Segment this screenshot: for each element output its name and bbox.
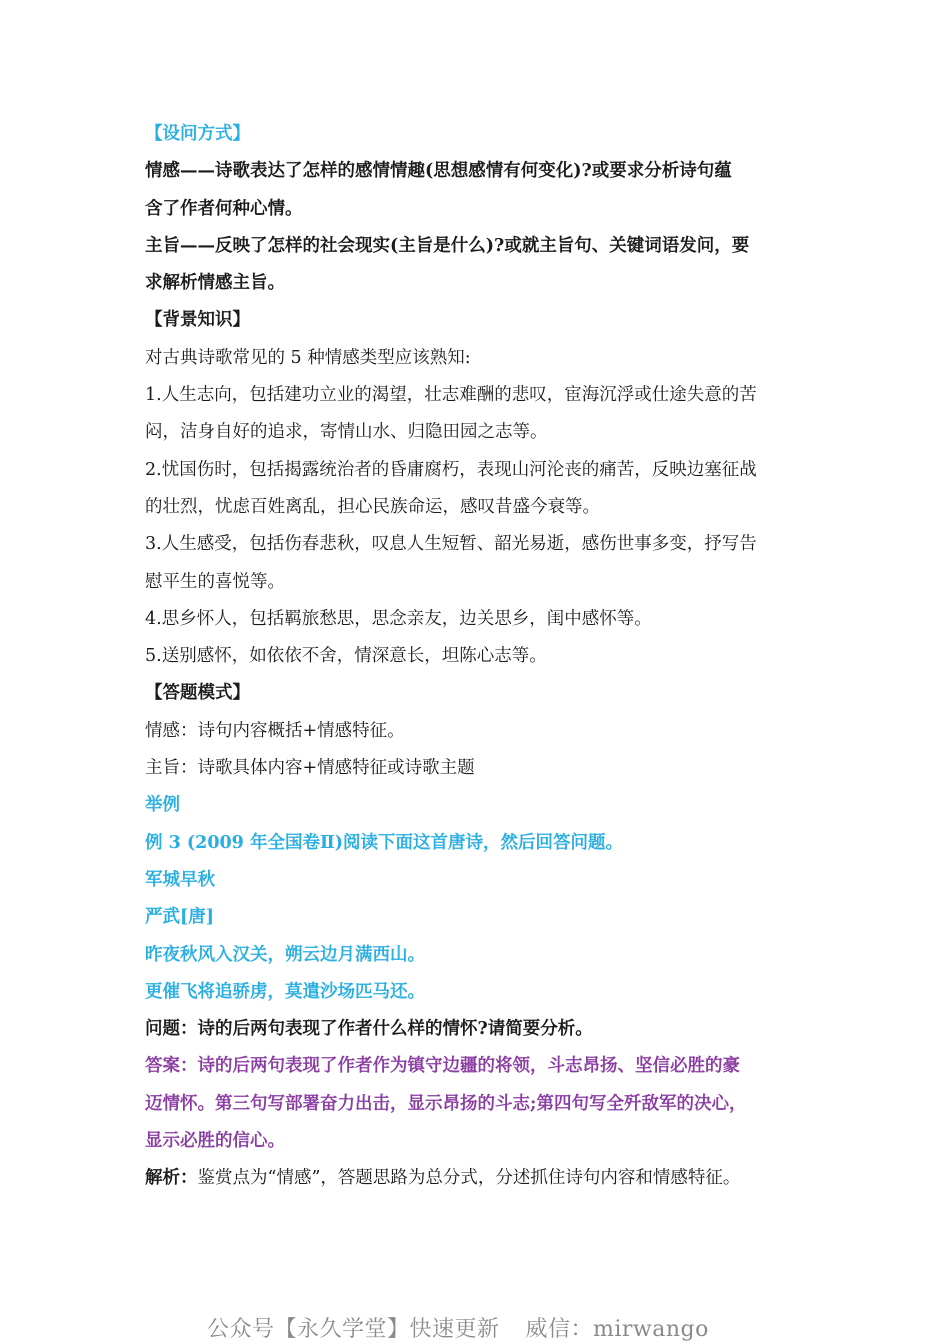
section-heading-answer-mode: 【答题模式】 [145,683,250,704]
poem-title: 军城早秋 [145,869,215,890]
footer-contact-text: 威信：mirwango [525,1317,709,1342]
theme-question-line: 主旨——反映了怎样的社会现实(主旨是什么)?或就主旨句、关键词语发问，要 [145,235,750,256]
answer-text: 迈情怀。第三句写部署奋力出击，显示昂扬的斗志;第四句写全歼敌军的决心， [145,1093,747,1114]
section-heading-question-form: 【设问方式】 [145,124,250,144]
list-item: 5.送别感怀，如依依不舍，情深意长，坦陈心志等。 [145,646,547,667]
list-item: 慰平生的喜悦等。 [145,571,285,592]
background-intro: 对古典诗歌常见的 5 种情感类型应该熟知: [145,347,471,368]
example-heading: 举例 [145,795,180,816]
question-text: 问题：诗的后两句表现了作者什么样的情怀?请简要分析。 [145,1019,593,1040]
answer-text: 显示必胜的信心。 [145,1131,285,1152]
answer-text: 答案：诗的后两句表现了作者作为镇守边疆的将领，斗志昂扬、坚信必胜的豪 [145,1056,740,1077]
list-item: 3.人生感受，包括伤春悲秋，叹息人生短暂、韶光易逝，感伤世事多变，抒写告 [145,534,757,555]
theme-question-line: 求解析情感主旨。 [145,273,285,294]
poem-line: 昨夜秋风入汉关，朔云边月满西山。 [145,944,425,965]
answer-mode-theme: 主旨：诗歌具体内容+情感特征或诗歌主题 [145,758,475,779]
analysis-line [145,1160,810,1197]
emotion-question-line: 情感——诗歌表达了怎样的感情情趣(思想感情有何变化)?或要求分析诗句蕴 [145,161,732,182]
document-body [145,116,810,1198]
poem-line: 更催飞将追骄虏，莫遣沙场匹马还。 [145,981,425,1002]
list-item: 的壮烈，忧虑百姓离乱，担心民族命运，感叹昔盛今衰等。 [145,496,600,517]
list-item: 2.忧国伤时，包括揭露统治者的昏庸腐朽，表现山河沦丧的痛苦，反映边塞征战 [145,459,757,480]
emotion-question-line: 含了作者何种心情。 [145,198,303,219]
poem-author: 严武[唐] [145,907,215,928]
answer-mode-emotion: 情感：诗句内容概括+情感特征。 [145,720,405,741]
analysis-text: 鉴赏点为“情感”，答题思路为总分式，分述抓住诗句内容和情感特征。 [197,1168,741,1189]
section-heading-background: 【背景知识】 [145,310,250,331]
list-item: 闷，洁身自好的追求，寄情山水、归隐田园之志等。 [145,422,548,443]
footer-watermark [207,1312,709,1343]
list-item: 1.人生志向，包括建功立业的渴望，壮志难酬的悲叹，宦海沉浮或仕途失意的苦 [145,385,757,406]
list-item: 4.思乡怀人，包括羁旅愁思，思念亲友，边关思乡，闺中感怀等。 [145,608,652,629]
analysis-label: 解析： [145,1168,198,1189]
example-title: 例 3 (2009 年全国卷Ⅱ)阅读下面这首唐诗，然后回答问题。 [145,832,623,853]
footer-account-text: 公众号【永久学堂】快速更新 [207,1317,500,1342]
